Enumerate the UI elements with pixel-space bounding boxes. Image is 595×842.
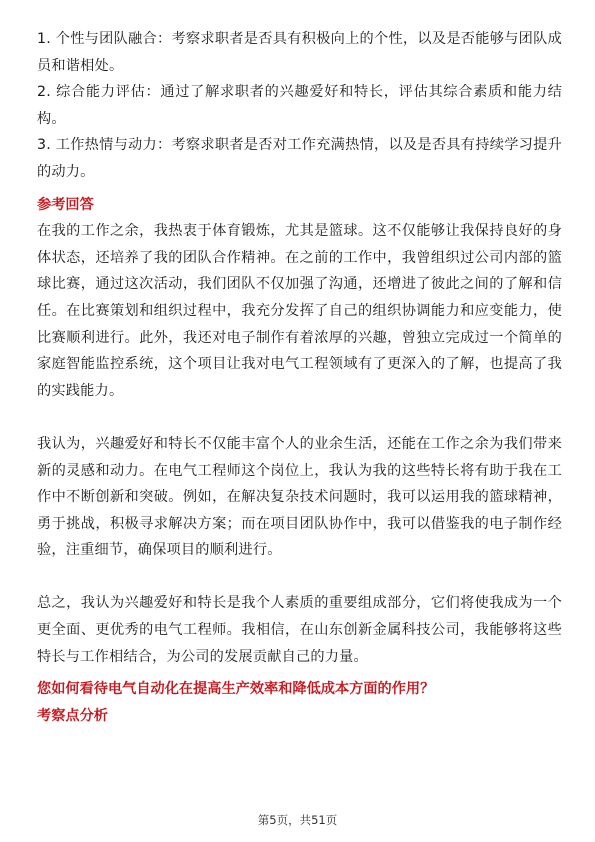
document-page <box>37 26 562 729</box>
reference-answer-heading: 参考回答 <box>37 196 94 213</box>
answer-paragraph-2: 我认为，兴趣爱好和特长不仅能丰富个人的业余生活，还能在工作之余为我们带来新的灵感和动力。在电气工程师这个岗位上，我认为我的这些特长将有助于我在工作中不断创新和突破。例如，在解决复杂技术问题时，我可以运用我的篮球精神，勇于挑战，积极寻求解决方案；而在项目团队协作中，我可以借鉴我的电子制作经验，注重细节，确保项目的顺利进行。 <box>37 435 562 559</box>
criterion-2: 2. 综合能力评估：通过了解求职者的兴趣爱好和特长，评估其综合素质和能力结构。 <box>37 84 562 127</box>
criterion-3: 3. 工作热情与动力：考察求职者是否对工作充满热情，以及是否具有持续学习提升的动力。 <box>37 137 562 180</box>
analysis-heading: 考察点分析 <box>37 707 108 724</box>
page-footer: 第5页，共51页 <box>257 813 338 827</box>
answer-paragraph-3: 总之，我认为兴趣爱好和特长是我个人素质的重要组成部分，它们将使我成为一个更全面、更优秀的电气工程师。我相信，在山东创新金属科技公司，我能够将这些特长与工作相结合，为公司的发展贡献自己的力量。 <box>37 595 562 665</box>
criterion-1: 1. 个性与团队融合：考察求职者是否具有积极向上的个性，以及是否能够与团队成员和谐相处。 <box>37 31 562 74</box>
next-question-heading: 您如何看待电气自动化在提高生产效率和降低成本方面的作用？ <box>37 681 435 698</box>
answer-paragraph-1: 在我的工作之余，我热衷于体育锻炼，尤其是篮球。这不仅能够让我保持良好的身体状态，还培养了我的团队合作精神。在之前的工作中，我曾组织过公司内部的篮球比赛，通过这次活动，我们团队不仅加强了沟通，还增进了彼此之间的了解和信任。在比赛策划和组织过程中，我充分发挥了自己的组织协调能力和应变能力，使比赛顺利进行。此外，我还对电子制作有着浓厚的兴趣，曾独立完成过一个简单的家庭智能监控系统，这个项目让我对电气工程领域有了更深入的了解，也提高了我的实践能力。 <box>37 223 562 399</box>
